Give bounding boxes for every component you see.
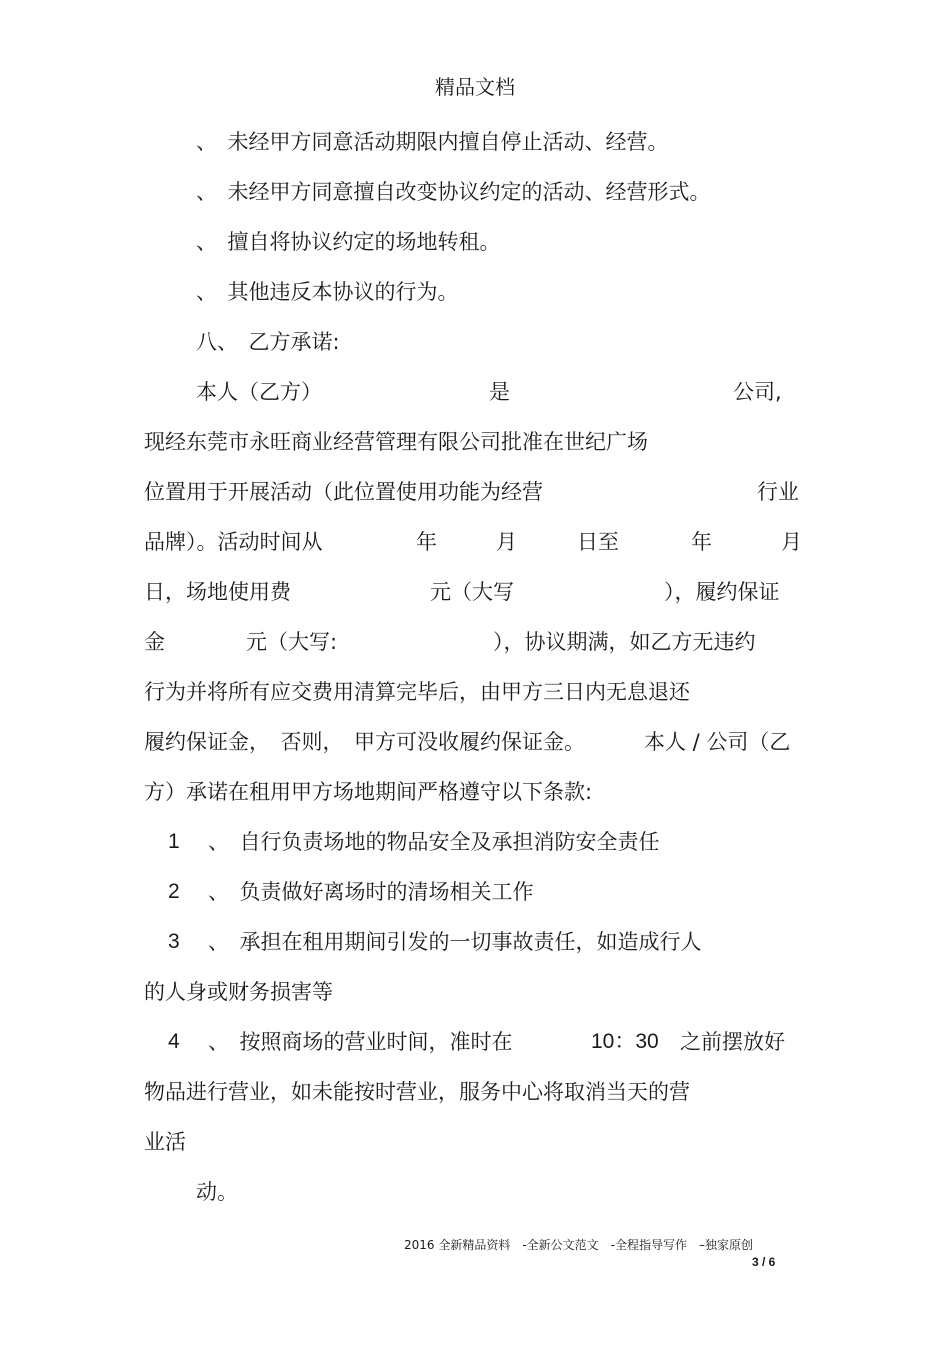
promise-line-8a: 履约保证金， 否则， 甲方可没收履约保证金。 (144, 730, 585, 754)
term-text-2: 、 负责做好离场时的清场相关工作 (208, 880, 534, 904)
term-4-continued-2: 业活 (144, 1130, 186, 1154)
promise-line-5b: 元（大写 (430, 580, 514, 604)
promise-line-6b: 元（大写: (246, 630, 338, 654)
clause-line-3: 、 擅自将协议约定的场地转租。 (196, 230, 501, 254)
promise-line-4d: 日至 (577, 530, 619, 554)
term-number-3: 3 (168, 930, 180, 953)
term-4-time: 10：30 (591, 1030, 659, 1053)
promise-line-8b: 本人 / 公司（乙 (644, 730, 791, 754)
promise-line-2: 现经东莞市永旺商业经营管理有限公司批准在世纪广场 (144, 430, 648, 454)
promise-line-1b: 是 (489, 380, 510, 404)
promise-line-4b: 年 (416, 530, 437, 554)
promise-line-1a: 本人（乙方） (196, 380, 322, 404)
promise-line-6a: 金 (144, 630, 165, 654)
page-header: 精品文档 (435, 75, 515, 99)
clause-line-4: 、 其他违反本协议的行为。 (196, 280, 459, 304)
section-eight-heading: 八、 乙方承诺: (196, 330, 340, 354)
promise-line-4f: 月 (781, 530, 802, 554)
promise-line-9: 方）承诺在租用甲方场地期间严格遵守以下条款: (144, 780, 593, 804)
promise-line-4c: 月 (496, 530, 517, 554)
promise-line-5c: ），履约保证 (664, 580, 780, 604)
term-text-1: 、 自行负责场地的物品安全及承担消防安全责任 (208, 830, 660, 854)
term-number-4: 4 (168, 1030, 180, 1053)
term-number-1: 1 (168, 830, 180, 853)
promise-line-6c: ），协议期满，如乙方无违约 (493, 630, 756, 654)
term-text-3: 、 承担在租用期间引发的一切事故责任，如造成行人 (208, 930, 702, 954)
promise-line-3a: 位置用于开展活动（此位置使用功能为经营 (144, 480, 543, 504)
promise-line-4a: 品牌）。活动时间从 (144, 530, 323, 554)
clause-line-1: 、 未经甲方同意活动期限内擅自停止活动、经营。 (196, 130, 669, 154)
page-footer: 2016 全新精品资料 -全新公文范文 -全程指导写作 –独家原创 (404, 1238, 754, 1252)
promise-line-5a: 日，场地使用费 (144, 580, 291, 604)
term-number-2: 2 (168, 880, 180, 903)
promise-line-4e: 年 (691, 530, 712, 554)
term-4-continued-1: 物品进行营业，如未能按时营业，服务中心将取消当天的营 (144, 1080, 690, 1104)
clause-line-2: 、 未经甲方同意擅自改变协议约定的活动、经营形式。 (196, 180, 711, 204)
term-4-continued-3: 动。 (196, 1180, 238, 1204)
term-3-continued: 的人身或财务损害等 (144, 980, 333, 1004)
promise-line-1c: 公司, (733, 380, 782, 404)
promise-line-7: 行为并将所有应交费用清算完毕后，由甲方三日内无息退还 (144, 680, 690, 704)
term-4-rest: 之前摆放好 (680, 1030, 785, 1054)
page-number: 3 / 6 (752, 1255, 776, 1269)
promise-line-3b: 行业 (757, 480, 799, 504)
term-text-4: 、 按照商场的营业时间，准时在 (208, 1030, 513, 1054)
